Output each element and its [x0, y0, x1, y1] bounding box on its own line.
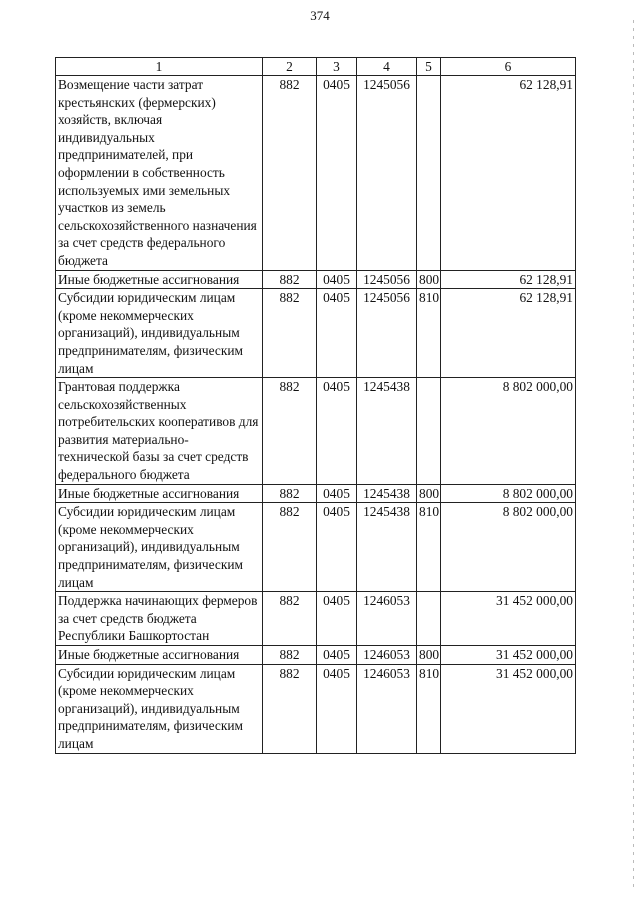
row-amount: 8 802 000,00 [441, 378, 576, 485]
row-col4: 1246053 [357, 646, 417, 665]
header-col-5: 5 [417, 58, 441, 76]
row-name: Субсидии юридическим лицам (кроме некоммерческих организаций), индивидуальным предпринимателям, физическим лицам [56, 289, 263, 378]
row-col2: 882 [263, 592, 317, 646]
row-col2: 882 [263, 270, 317, 289]
budget-table [55, 57, 576, 754]
row-name: Иные бюджетные ассигнования [56, 646, 263, 665]
row-col5: 800 [417, 270, 441, 289]
row-name: Иные бюджетные ассигнования [56, 270, 263, 289]
row-amount: 62 128,91 [441, 289, 576, 378]
page-number: 374 [310, 8, 330, 23]
table-row [56, 646, 576, 665]
row-amount: 8 802 000,00 [441, 503, 576, 592]
row-col2: 882 [263, 76, 317, 271]
row-col2: 882 [263, 378, 317, 485]
row-col3: 0405 [317, 592, 357, 646]
row-col5: 810 [417, 503, 441, 592]
scan-edge-line [633, 20, 634, 890]
row-col4: 1245056 [357, 289, 417, 378]
row-col5 [417, 592, 441, 646]
table-row [56, 484, 576, 503]
table-row [56, 378, 576, 485]
row-col2: 882 [263, 289, 317, 378]
table-row [56, 76, 576, 271]
row-col4: 1245438 [357, 484, 417, 503]
header-col-6: 6 [441, 58, 576, 76]
row-name: Субсидии юридическим лицам (кроме некоммерческих организаций), индивидуальным предпринимателям, физическим лицам [56, 664, 263, 753]
row-name: Поддержка начинающих фермеров за счет средств бюджета Республики Башкортостан [56, 592, 263, 646]
table-row [56, 664, 576, 753]
row-amount: 62 128,91 [441, 76, 576, 271]
table-row [56, 592, 576, 646]
row-col4: 1245438 [357, 378, 417, 485]
row-col3: 0405 [317, 378, 357, 485]
row-col3: 0405 [317, 484, 357, 503]
row-col4: 1245056 [357, 270, 417, 289]
row-amount: 62 128,91 [441, 270, 576, 289]
row-name: Возмещение части затрат крестьянских (фермерских) хозяйств, включая индивидуальных предпринимателей, при оформлении в собственность используемых ими земельных участков из земель сельскохозяйственного назначения за счет средств федерального бюджета [56, 76, 263, 271]
header-col-3: 3 [317, 58, 357, 76]
row-col3: 0405 [317, 270, 357, 289]
row-col5: 810 [417, 664, 441, 753]
row-col4: 1245056 [357, 76, 417, 271]
row-col3: 0405 [317, 646, 357, 665]
row-name: Иные бюджетные ассигнования [56, 484, 263, 503]
row-col2: 882 [263, 664, 317, 753]
row-name: Субсидии юридическим лицам (кроме некоммерческих организаций), индивидуальным предпринимателям, физическим лицам [56, 503, 263, 592]
table-row [56, 270, 576, 289]
header-col-4: 4 [357, 58, 417, 76]
row-col4: 1245438 [357, 503, 417, 592]
row-amount: 31 452 000,00 [441, 646, 576, 665]
row-amount: 31 452 000,00 [441, 592, 576, 646]
row-col5: 800 [417, 646, 441, 665]
row-col5: 810 [417, 289, 441, 378]
table-row [56, 503, 576, 592]
row-col4: 1246053 [357, 664, 417, 753]
row-amount: 31 452 000,00 [441, 664, 576, 753]
row-col3: 0405 [317, 289, 357, 378]
row-name: Грантовая поддержка сельскохозяйственных потребительских кооперативов для развития материально-технической базы за счет средств федерального бюджета [56, 378, 263, 485]
row-col2: 882 [263, 484, 317, 503]
header-col-2: 2 [263, 58, 317, 76]
row-col4: 1246053 [357, 592, 417, 646]
row-col3: 0405 [317, 503, 357, 592]
row-amount: 8 802 000,00 [441, 484, 576, 503]
row-col2: 882 [263, 503, 317, 592]
table-header-row [56, 58, 576, 76]
row-col5 [417, 76, 441, 271]
table-row [56, 289, 576, 378]
row-col3: 0405 [317, 664, 357, 753]
row-col5 [417, 378, 441, 485]
row-col5: 800 [417, 484, 441, 503]
header-col-1: 1 [56, 58, 263, 76]
row-col2: 882 [263, 646, 317, 665]
row-col3: 0405 [317, 76, 357, 271]
